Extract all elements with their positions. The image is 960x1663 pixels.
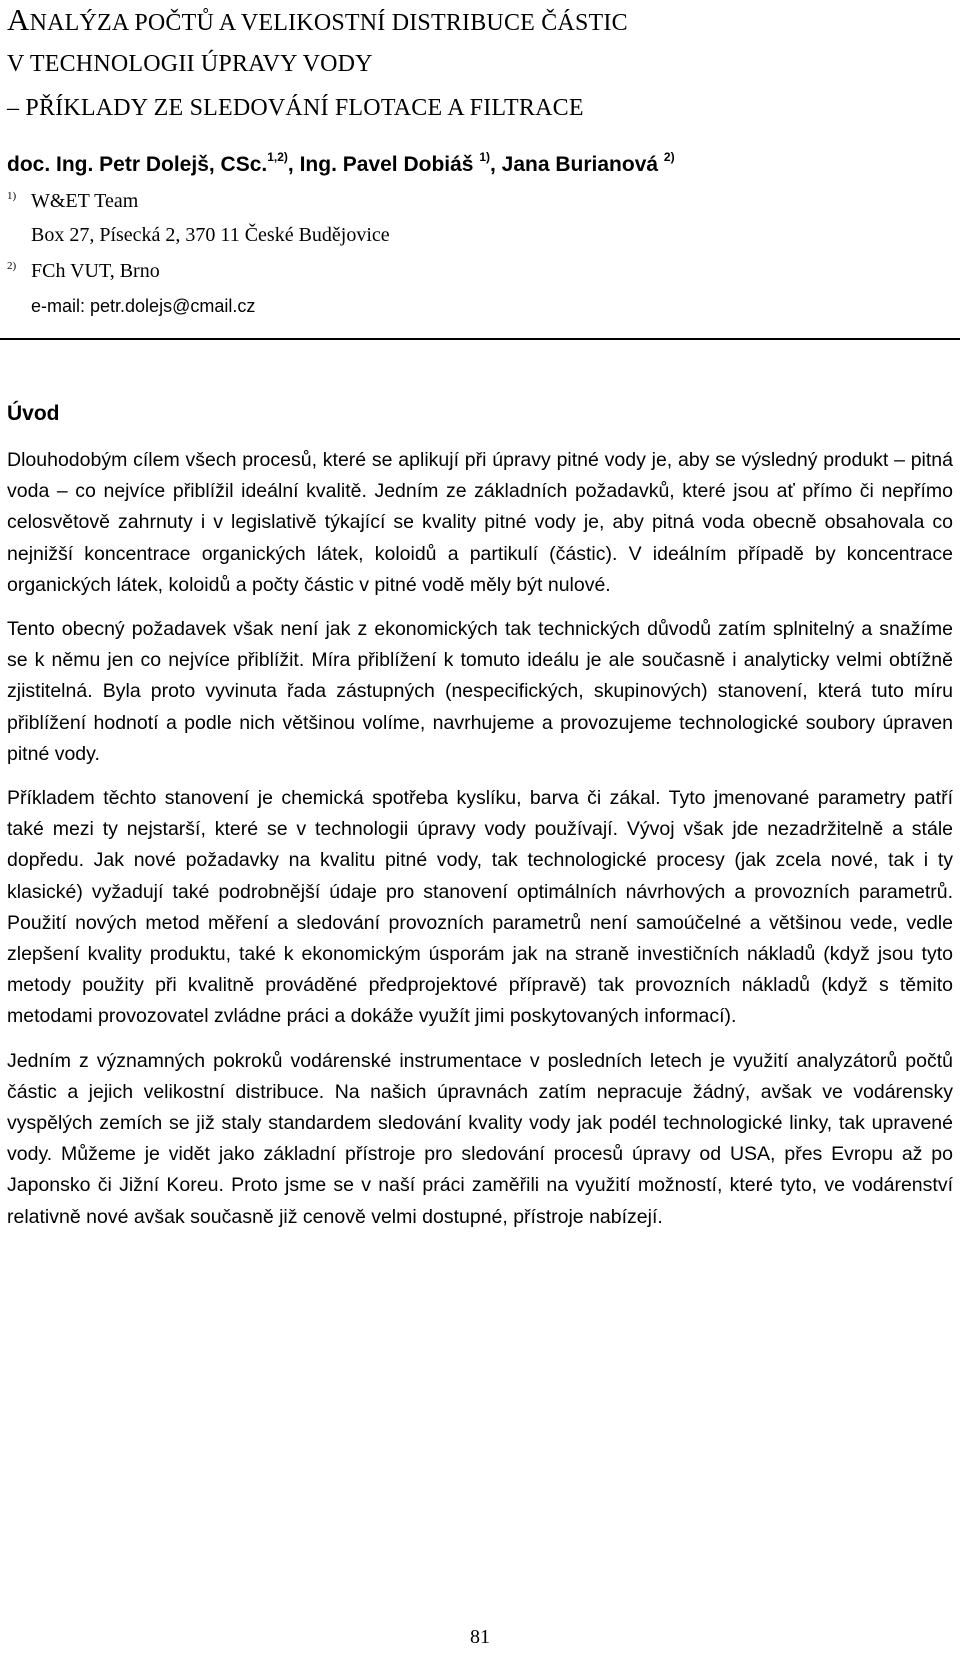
author-separator: ,	[490, 153, 502, 176]
paragraph: Dlouhodobým cílem všech procesů, které se aplikují při úpravy pitné vody je, aby se výsledný produkt – pitná voda – co nejvíce přiblížil ideální kvalitě. Jedním ze základních požadavků, které jsou ať přímo či nepřímo celosvětově zahrnuty i v legislativě týkající se kvality pitné vody je, aby pitná voda obecně obsahovala co nejnižší koncentrace organických látek, koloidů a partikulí (částic). V ideálním případě by koncentrace organických látek, koloidů a počty částic v pitné vodě měly být nulové.	[7, 449, 953, 596]
affiliation-marker: 1,2)	[267, 150, 288, 164]
paragraph: Tento obecný požadavek však není jak z ekonomických tak technických důvodů zatím splnitelný a snažíme se k němu jen co nejvíce přiblížit. Míra přiblížení k tomuto ideálu je ale současně i analyticky velmi obtížně zjistitelná. Byla proto vyvinuta řada zástupných (nespecifických, skupinových) stanovení, která tuto míru přiblížení hodnotí a podle nich většinou volíme, navrhujeme a provozujeme technologické soubory úpraven pitné vody.	[7, 618, 953, 765]
body-text	[7, 445, 953, 1246]
affiliation-2	[7, 260, 160, 285]
author-name: Jana Burianová	[501, 153, 659, 176]
title-line-2: V TECHNOLOGII ÚPRAVY VODY	[7, 51, 373, 77]
author-name: Ing. Pavel Dobiáš	[299, 153, 474, 176]
paragraph: Příkladem těchto stanovení je chemická spotřeba kyslíku, barva či zákal. Tyto jmenované parametry patří také mezi ty nejstarší, které se v technologii úpravy vody používají. Vývoj však jde nezadržitelně a stále dopředu. Jak nové požadavky na kvalitu pitné vody, tak technologické procesy (jak zcela nové, tak i ty klasické) vyžadují také podrobnější údaje pro stanovení optimálních návrhových a provozních parametrů. Použití nových metod měření a sledování provozních parametrů není samoúčelné a většinou vede, vedle zlepšení kvality produktu, také k ekonomickým úsporám jak na straně investičních nákladů (když jsou tyto metody použity při kvalitně prováděné předprojektové přípravě) tak provozních nákladů (když s těmito metodami provozovatel zvládne práci a dokáže využít jimi poskytovaných informací).	[7, 787, 953, 1028]
affiliation-marker: 2)	[7, 260, 17, 272]
author-separator: ,	[287, 153, 300, 176]
title-line-3: – PŘÍKLADY ZE SLEDOVÁNÍ FLOTACE A FILTRACE	[7, 95, 584, 121]
affiliation-address: Box 27, Písecká 2, 370 11 České Budějovice	[31, 224, 390, 246]
email-address: e-mail: petr.dolejs@cmail.cz	[31, 296, 256, 316]
affiliation-marker: 1)	[479, 150, 490, 164]
paragraph: Jedním z významných pokroků vodárenské instrumentace v posledních letech je využití analyzátorů počtů částic a jejich velikostní distribuce. Na našich úpravnách zatím nepracuje žádný, avšak ve vodárensky vyspělých zemích se již staly standardem sledování kvality vody jak podél technologické linky, tak upravené vody. Můžeme je vidět jako základní přístroje pro sledování procesů úpravy od USA, přes Evropu až po Japonsko či Jižní Koreu. Proto jsme se v naší práci zaměřili na využití možností, které tyto, ve vodárenství relativně nové avšak současně již cenově velmi dostupné, přístroje nabízejí.	[7, 1049, 953, 1228]
affiliation-name: FCh VUT, Brno	[31, 260, 160, 282]
author-name: doc. Ing. Petr Dolejš, CSc.	[7, 153, 268, 176]
title-line-1-text: NALÝZA POČTŮ A VELIKOSTNÍ DISTRIBUCE ČÁSTIC	[29, 10, 628, 36]
title-line-1	[7, 2, 628, 41]
affiliation-marker: 1)	[7, 190, 17, 202]
affiliation-name: W&ET Team	[31, 190, 139, 212]
author-list	[7, 150, 675, 177]
affiliation-marker: 2)	[663, 150, 675, 164]
page-number: 81	[470, 1626, 490, 1648]
header-divider	[0, 338, 960, 340]
section-heading: Úvod	[7, 402, 60, 425]
title-initial: A	[7, 2, 30, 37]
affiliation-1	[7, 190, 139, 215]
